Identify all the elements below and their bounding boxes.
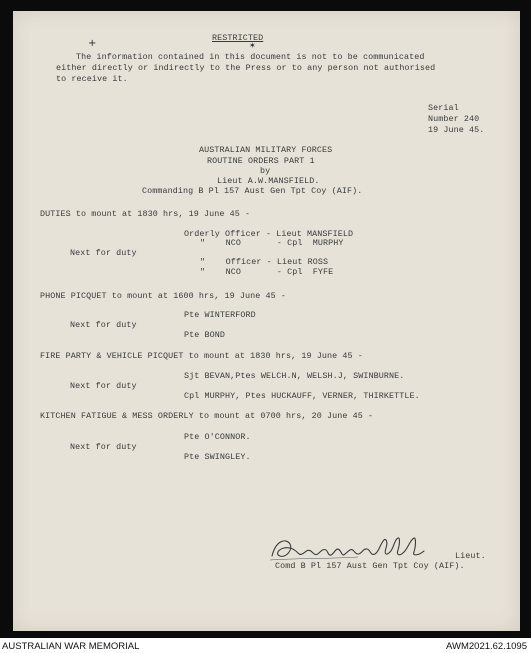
picquet-line: Pte BOND — [184, 330, 226, 340]
notice-line: either directly or indirectly to the Press or to any person not authorised — [56, 63, 436, 73]
duty-line: Orderly Officer - Lieut MANSFIELD — [184, 229, 354, 239]
notice-line: to receive it. — [56, 74, 128, 84]
duty-line: " Officer - Lieut ROSS — [200, 257, 329, 267]
fire-party-line: Sjt BEVAN,Ptes WELCH.N, WELSH.J, SWINBURNE. — [184, 371, 405, 381]
serial-date: 19 June 45. — [428, 125, 485, 135]
restricted-header: RESTRICTED — [212, 33, 264, 43]
duty-line: " NCO - Cpl FYFE — [200, 267, 334, 277]
next-for-duty-label: Next for duty — [70, 320, 137, 330]
kitchen-line: Pte SWINGLEY. — [184, 452, 251, 462]
title-line: by — [260, 166, 271, 176]
next-for-duty-label: Next for duty — [70, 381, 137, 391]
punch-mark: ✶ — [249, 41, 256, 50]
section-heading-fire: FIRE PARTY & VEHICLE PICQUET to mount at 1830 hrs, 19 June 45 - — [40, 351, 363, 361]
fire-party-line: Cpl MURPHY, Ptes HUCKAUFF, VERNER, THIRKETTLE. — [184, 391, 420, 401]
section-heading-duties: DUTIES to mount at 1830 hrs, 19 June 45 - — [40, 209, 251, 219]
signature-rank: Lieut. — [455, 551, 486, 561]
title-line: ROUTINE ORDERS PART 1 — [207, 156, 315, 166]
title-line: Lieut A.W.MANSFIELD. — [217, 176, 320, 186]
footer-institution: AUSTRALIAN WAR MEMORIAL — [2, 641, 140, 652]
serial-label: Serial — [428, 103, 459, 113]
title-line: AUSTRALIAN MILITARY FORCES — [199, 145, 333, 155]
next-for-duty-label: Next for duty — [70, 248, 137, 258]
section-heading-phone: PHONE PICQUET to mount at 1600 hrs, 19 June 45 - — [40, 291, 287, 301]
duty-line: " NCO - Cpl MURPHY — [200, 238, 344, 248]
kitchen-line: Pte O'CONNOR. — [184, 432, 251, 442]
title-line: Commanding B Pl 157 Aust Gen Tpt Coy (AIF). — [142, 186, 363, 196]
footer-accession-number: AWM2021.62.1095 — [446, 641, 527, 652]
next-for-duty-label: Next for duty — [70, 442, 137, 452]
punch-mark: + — [88, 38, 97, 49]
signature-command-line: Comd B Pl 157 Aust Gen Tpt Coy (AIF). — [275, 561, 465, 571]
serial-number: Number 240 — [428, 114, 480, 124]
section-heading-kitchen: KITCHEN FATIGUE & MESS ORDERLY to mount at 0700 hrs, 20 June 45 - — [40, 411, 374, 421]
notice-line: The information contained in this document is not to be communicated — [76, 52, 425, 62]
picquet-line: Pte WINTERFORD — [184, 310, 256, 320]
